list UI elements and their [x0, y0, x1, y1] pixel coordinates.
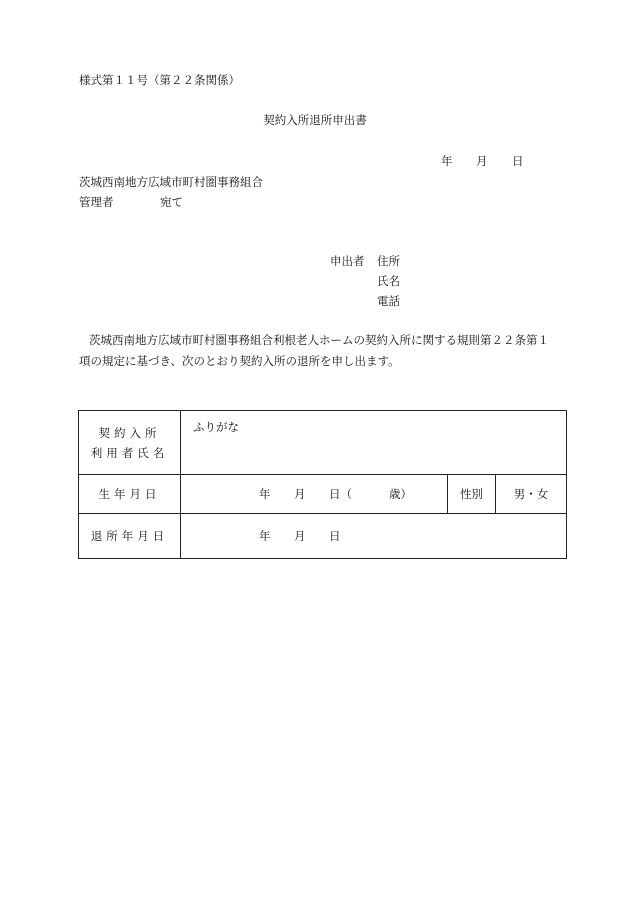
leave-month-label: 月 — [294, 529, 306, 543]
document-title: 契約入所退所申出書 — [263, 113, 367, 127]
applicant-name-label: 氏名 — [377, 274, 400, 288]
date-day-label: 日 — [512, 154, 524, 168]
age-label: 歳） — [389, 487, 412, 501]
leave-date-label: 退所年月日 — [79, 514, 181, 559]
sex-label: 性別 — [448, 475, 496, 514]
applicant-label: 申出者 — [330, 254, 365, 268]
user-name-field[interactable] — [181, 411, 567, 475]
user-name-label-line1: 契約入所 — [98, 425, 161, 440]
application-table — [78, 410, 567, 559]
birth-year-label: 年 — [259, 487, 271, 501]
table-row-birthdate — [79, 475, 567, 514]
user-name-label-line2: 利用者氏名 — [90, 445, 169, 460]
birth-day-label: 日（ — [329, 487, 352, 501]
applicant-address-label: 住所 — [377, 254, 400, 268]
birthdate-field[interactable] — [181, 475, 448, 514]
addressee-suffix: 宛て — [160, 195, 183, 209]
user-name-label-cell — [79, 411, 181, 475]
form-number: 様式第１１号（第２２条関係） — [79, 73, 240, 87]
table-row-user-name — [79, 411, 567, 475]
table-row-leave-date — [79, 514, 567, 559]
applicant-phone-label: 電話 — [377, 294, 400, 308]
birthdate-label: 生年月日 — [79, 475, 181, 514]
sex-field[interactable]: 男・女 — [496, 475, 567, 514]
leave-date-field[interactable] — [181, 514, 567, 559]
body-text: 茨城西南地方広域市町村圏事務組合利根老人ホームの契約入所に関する規則第２２条第１項の規定に基づき、次のとおり契約入所の退所を申し出ます。 — [79, 333, 549, 368]
leave-year-label: 年 — [259, 529, 271, 543]
furigana-label: ふりがな — [193, 420, 239, 434]
date-month-label: 月 — [476, 154, 488, 168]
date-year-label: 年 — [441, 154, 453, 168]
birth-month-label: 月 — [294, 487, 306, 501]
addressee-role: 管理者 — [79, 195, 114, 209]
addressee-organization: 茨城西南地方広域市町村圏事務組合 — [79, 175, 263, 189]
leave-day-label: 日 — [329, 529, 341, 543]
